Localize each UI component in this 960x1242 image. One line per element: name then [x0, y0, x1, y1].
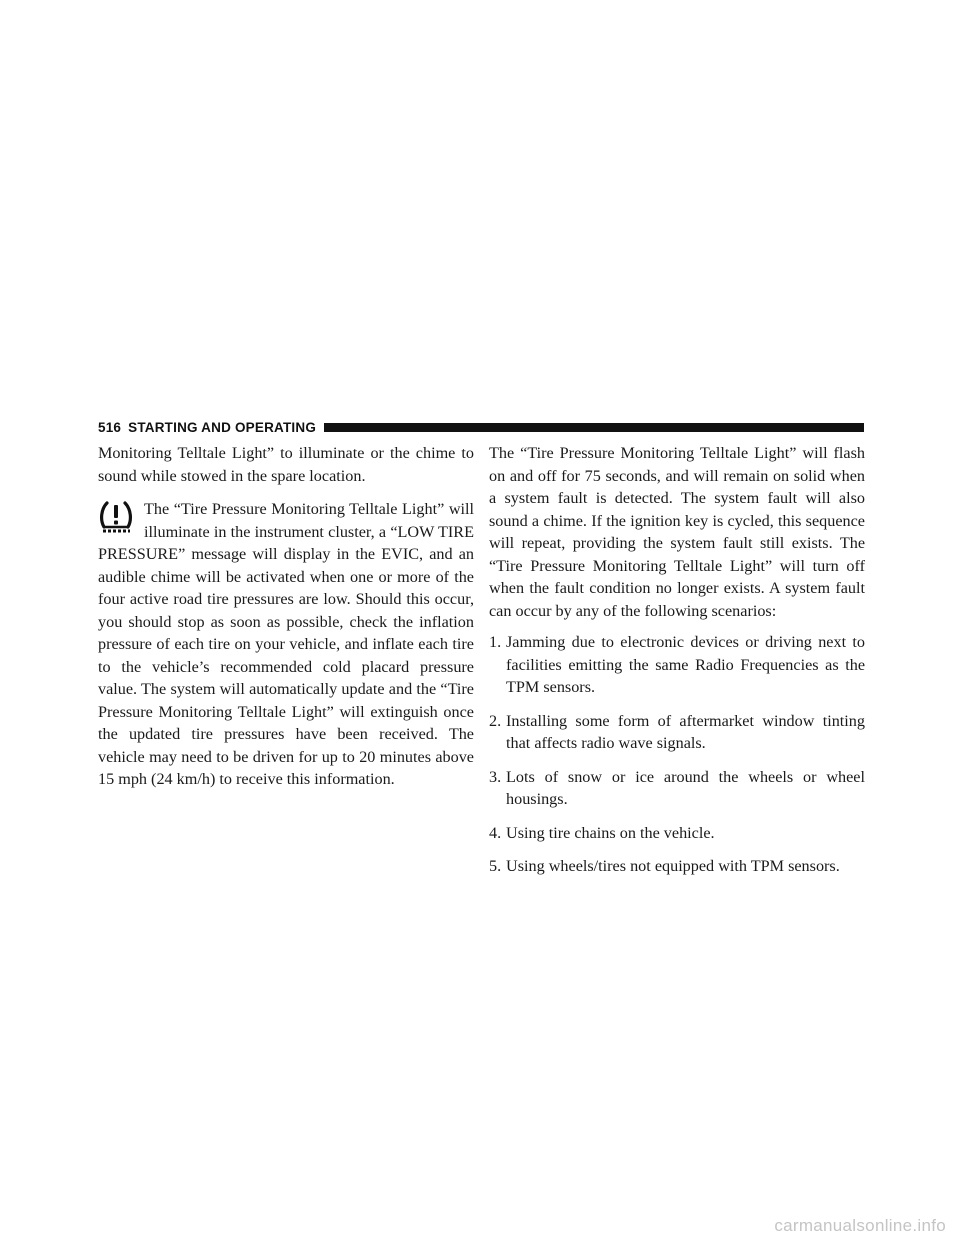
list-item: 1. Jamming due to electronic devices or driving next to facilities emitting the same Radio Frequencies as the TPM sensors. [489, 633, 865, 696]
header-rule [324, 423, 864, 432]
list-item: 3. Lots of snow or ice around the wheels or wheel housings. [489, 767, 865, 808]
fault-scenarios-list [489, 631, 865, 878]
right-column [489, 442, 865, 889]
watermark: carmanualsonline.info [774, 1216, 946, 1235]
page-header [98, 417, 864, 437]
list-item: 5. Using wheels/tires not equipped with TPM sensors. [489, 857, 840, 875]
page-number: 516 [98, 419, 122, 435]
tire-pressure-warning-icon [98, 500, 134, 534]
list-item: 2. Installing some form of aftermarket window tinting that affects radio wave signals. [489, 711, 865, 752]
left-column [98, 442, 474, 791]
section-title: STARTING AND OPERATING [128, 419, 317, 435]
list-item: 4. Using tire chains on the vehicle. [489, 823, 715, 842]
left-paragraph-2: The “Tire Pressure Monitoring Telltale Light” will illuminate in the instrument cluster, a “LOW TIRE PRESSURE” message will display in the EVIC, and an audible chime will be activated when one or more of the four active road tire pressures are low. Should this occur, you should stop as soon as possible, check the inflation pressure of each tire on your vehicle, and inflate each tire to the vehicle’s recommended cold placard pressure value. The system will automatically update and the “Tire Pressure Monitoring Telltale Light” will extinguish once the updated tire pressures have been received. The vehicle may need to be driven for up to 20 minutes above 15 mph (24 km/h) to receive this information. [98, 500, 474, 788]
telltale-paragraph [98, 498, 474, 791]
left-paragraph-1: Monitoring Telltale Light” to illuminate or the chime to sound while stowed in the spare location. [98, 444, 474, 485]
right-intro-paragraph: The “Tire Pressure Monitoring Telltale Light” will flash on and off for 75 seconds, and will remain on solid when a system fault is detected. The system fault will also sound a chime. If the ignition key is cycled, this sequence will repeat, providing the system fault still exists. The “Tire Pressure Monitoring Telltale Light” will turn off when the fault condition no longer exists. A system fault can occur by any of the following scenarios: [489, 444, 865, 620]
